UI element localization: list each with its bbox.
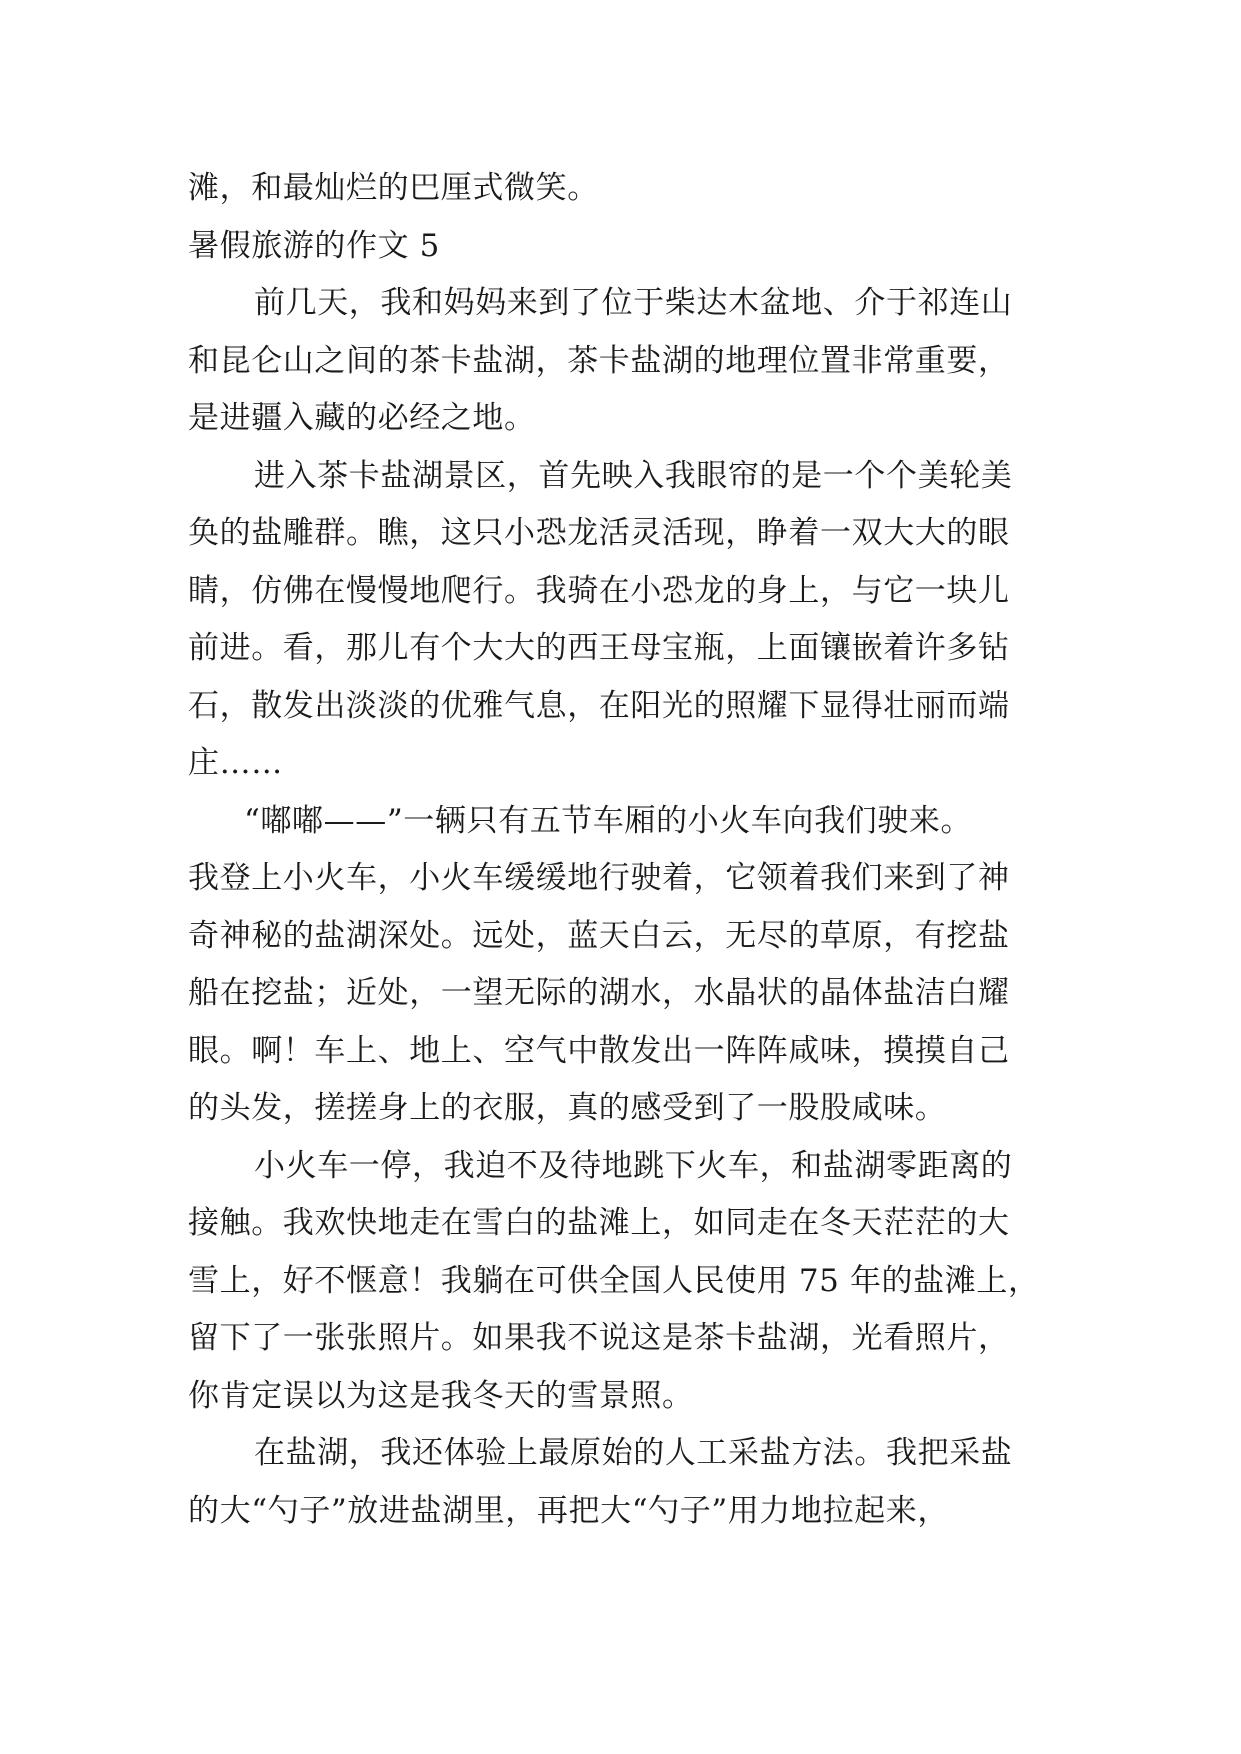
text-line: 石，散发出淡淡的优雅气息，在阳光的照耀下显得壮丽而端 (188, 687, 1010, 724)
text-line: 的头发，搓搓身上的衣服，真的感受到了一股股咸味。 (188, 1090, 947, 1126)
paragraph-start: “嘟嘟——”一辆只有五节车厢的小火车向我们驶来。 (244, 802, 973, 839)
text-line: 接触。我欢快地走在雪白的盐滩上，如同走在冬天茫茫的大 (188, 1205, 1010, 1241)
text-line: 眼。啊！车上、地上、空气中散发出一阵阵咸味，摸摸自己 (188, 1032, 1010, 1069)
text-line: 船在挖盐；近处，一望无际的湖水，水晶状的晶体盐洁白耀 (188, 975, 1010, 1011)
text-line: 庄…… (188, 745, 283, 781)
text-line: 雪上，好不惬意！我躺在可供全国人民使用 75 年的盐滩上， (188, 1262, 1040, 1299)
section-title: 暑假旅游的作文 5 (188, 227, 440, 264)
paragraph-start: 在盐湖，我还体验上最原始的人工采盐方法。我把采盐 (254, 1435, 1013, 1471)
paragraph-start: 小火车一停，我迫不及待地跳下火车，和盐湖零距离的 (254, 1147, 1013, 1184)
text-line: 留下了一张张照片。如果我不说这是茶卡盐湖，光看照片， (188, 1320, 1010, 1356)
text-line: 奂的盐雕群。瞧，这只小恐龙活灵活现，睁着一双大大的眼 (188, 515, 1010, 551)
text-line: 睛，仿佛在慢慢地爬行。我骑在小恐龙的身上，与它一块儿 (188, 572, 1010, 609)
text-line: 滩，和最灿烂的巴厘式微笑。 (188, 170, 599, 206)
paragraph-start: 进入茶卡盐湖景区，首先映入我眼帘的是一个个美轮美 (254, 457, 1013, 494)
text-line: 我登上小火车，小火车缓缓地行驶着，它领着我们来到了神 (188, 860, 1010, 896)
text-line: 的大“勺子”放进盐湖里，再把大“勺子”用力地拉起来， (188, 1492, 949, 1529)
text-line: 前进。看，那儿有个大大的西王母宝瓶，上面镶嵌着许多钻 (188, 630, 1010, 666)
text-line: 你肯定误以为这是我冬天的雪景照。 (188, 1377, 694, 1414)
essay-text (188, 160, 1068, 1540)
text-line: 是进疆入藏的必经之地。 (188, 400, 536, 436)
text-line: 奇神秘的盐湖深处。远处，蓝天白云，无尽的草原，有挖盐 (188, 917, 1010, 954)
text-line: 和昆仑山之间的茶卡盐湖，茶卡盐湖的地理位置非常重要， (188, 342, 1010, 379)
paragraph-start: 前几天，我和妈妈来到了位于柴达木盆地、介于祁连山 (254, 285, 1013, 321)
